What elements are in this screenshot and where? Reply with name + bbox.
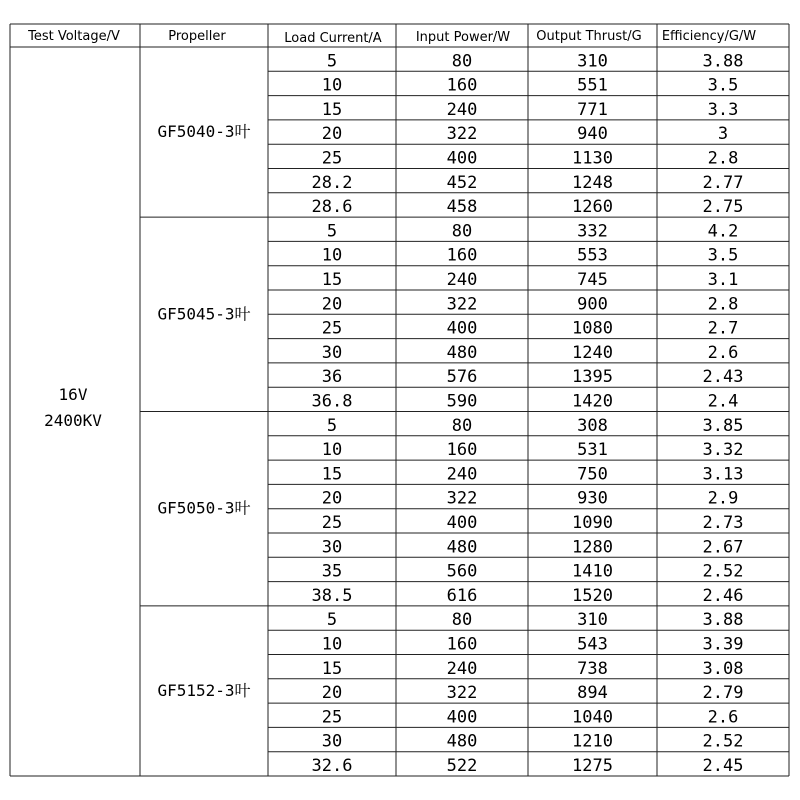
output-thrust-cell: 738	[577, 658, 608, 679]
efficiency-cell: 2.52	[702, 561, 744, 582]
efficiency-cell: 3	[717, 124, 729, 145]
input-power-cell: 480	[446, 731, 478, 752]
efficiency-cell: 3.08	[702, 658, 744, 679]
efficiency-cell: 3.5	[707, 75, 739, 96]
load-current-cell: 28.6	[311, 197, 353, 218]
load-current-cell: 15	[321, 658, 343, 679]
efficiency-cell: 3.5	[707, 245, 739, 266]
output-thrust-cell: 745	[577, 270, 608, 290]
output-thrust-cell: 553	[577, 245, 608, 266]
efficiency-cell: 3.88	[702, 610, 744, 631]
load-current-cell: 30	[321, 731, 343, 752]
table-grid	[10, 24, 789, 776]
output-thrust-cell: 1040	[572, 707, 613, 728]
table-body	[157, 51, 743, 776]
test-voltage-value: 16V	[58, 385, 88, 404]
input-power-cell: 240	[446, 270, 478, 290]
efficiency-cell: 4.2	[707, 221, 739, 242]
output-thrust-cell: 1080	[572, 318, 613, 339]
output-thrust-cell: 310	[577, 51, 608, 72]
output-thrust-cell: 1240	[572, 342, 613, 363]
load-current-cell: 36	[321, 367, 343, 388]
load-current-cell: 5	[326, 610, 338, 631]
output-thrust-cell: 1275	[572, 756, 613, 776]
propeller-model: GF5045-3叶	[157, 304, 251, 324]
output-thrust-cell: 551	[577, 75, 608, 96]
header-test-voltage: Test Voltage/V	[28, 29, 120, 44]
input-power-cell: 400	[446, 513, 478, 533]
load-current-cell: 5	[326, 51, 338, 72]
load-current-cell: 32.6	[311, 756, 353, 776]
efficiency-cell: 2.43	[702, 367, 744, 388]
load-current-cell: 5	[326, 221, 338, 242]
input-power-cell: 160	[446, 440, 478, 461]
efficiency-cell: 2.4	[707, 391, 739, 412]
efficiency-cell: 2.46	[702, 585, 744, 606]
output-thrust-cell: 1410	[572, 561, 613, 582]
input-power-cell: 560	[446, 561, 478, 582]
efficiency-cell: 3.3	[707, 99, 739, 120]
input-power-cell: 322	[446, 488, 478, 509]
output-thrust-cell: 310	[577, 610, 608, 631]
load-current-cell: 25	[321, 707, 343, 728]
efficiency-cell: 2.77	[702, 172, 744, 193]
load-current-cell: 30	[321, 342, 343, 363]
load-current-cell: 15	[321, 464, 343, 485]
input-power-cell: 522	[446, 756, 478, 776]
load-current-cell: 15	[321, 270, 343, 290]
output-thrust-cell: 1248	[572, 172, 613, 193]
header-propeller: Propeller	[168, 29, 226, 44]
output-thrust-cell: 531	[577, 440, 608, 461]
input-power-cell: 80	[451, 221, 473, 242]
header-output-thrust: Output Thrust/G	[536, 29, 642, 44]
output-thrust-cell: 900	[577, 294, 608, 315]
load-current-cell: 20	[321, 488, 343, 509]
load-current-cell: 25	[321, 318, 343, 339]
propeller-model: GF5152-3叶	[157, 680, 251, 700]
output-thrust-cell: 894	[577, 683, 608, 704]
propeller-model: GF5050-3叶	[157, 498, 251, 518]
efficiency-cell: 3.39	[702, 634, 744, 655]
efficiency-cell: 2.73	[702, 513, 744, 533]
input-power-cell: 576	[446, 367, 478, 388]
load-current-cell: 5	[326, 415, 338, 436]
input-power-cell: 322	[446, 124, 478, 145]
efficiency-cell: 3.32	[702, 440, 744, 461]
output-thrust-cell: 930	[577, 488, 608, 509]
input-power-cell: 400	[446, 148, 478, 169]
load-current-cell: 10	[321, 634, 343, 655]
input-power-cell: 480	[446, 342, 478, 363]
motor-kv-value: 2400KV	[44, 411, 102, 430]
load-current-cell: 28.2	[311, 172, 353, 193]
efficiency-cell: 3.13	[702, 464, 744, 485]
input-power-cell: 322	[446, 683, 478, 704]
efficiency-cell: 2.8	[707, 294, 739, 315]
header-row	[27, 29, 756, 46]
load-current-cell: 35	[321, 561, 343, 582]
input-power-cell: 160	[446, 75, 478, 96]
efficiency-cell: 2.67	[702, 537, 744, 558]
load-current-cell: 25	[321, 513, 343, 533]
input-power-cell: 480	[446, 537, 478, 558]
efficiency-cell: 2.9	[707, 488, 739, 509]
header-load-current: Load Current/A	[284, 31, 382, 46]
load-current-cell: 38.5	[311, 585, 353, 606]
output-thrust-cell: 332	[577, 221, 608, 242]
load-current-cell: 20	[321, 294, 343, 315]
input-power-cell: 80	[451, 415, 473, 436]
input-power-cell: 240	[446, 99, 478, 120]
output-thrust-cell: 308	[577, 415, 608, 436]
input-power-cell: 80	[451, 51, 473, 72]
input-power-cell: 240	[446, 464, 478, 485]
input-power-cell: 240	[446, 658, 478, 679]
input-power-cell: 590	[446, 391, 478, 412]
efficiency-cell: 2.45	[702, 756, 744, 776]
efficiency-cell: 2.79	[702, 683, 744, 704]
output-thrust-cell: 1420	[572, 391, 613, 412]
output-thrust-cell: 940	[577, 124, 608, 145]
output-thrust-cell: 1280	[572, 537, 613, 558]
efficiency-cell: 3.1	[707, 270, 739, 290]
efficiency-cell: 2.6	[707, 342, 739, 363]
output-thrust-cell: 1130	[572, 148, 613, 169]
efficiency-cell: 3.88	[702, 51, 744, 72]
output-thrust-cell: 771	[577, 99, 608, 120]
input-power-cell: 400	[446, 707, 478, 728]
input-power-cell: 452	[446, 172, 478, 193]
efficiency-cell: 2.6	[707, 707, 739, 728]
efficiency-cell: 2.75	[702, 197, 744, 218]
load-current-cell: 30	[321, 537, 343, 558]
load-current-cell: 20	[321, 683, 343, 704]
output-thrust-cell: 1395	[572, 367, 613, 388]
header-efficiency: Efficiency/G/W	[661, 29, 757, 44]
input-power-cell: 160	[446, 245, 478, 266]
efficiency-cell: 2.52	[702, 731, 744, 752]
test-voltage-cell	[44, 385, 102, 430]
propeller-model: GF5040-3叶	[157, 122, 251, 142]
input-power-cell: 400	[446, 318, 478, 339]
load-current-cell: 15	[321, 99, 343, 120]
input-power-cell: 616	[446, 585, 478, 606]
input-power-cell: 322	[446, 294, 478, 315]
efficiency-cell: 2.7	[707, 318, 739, 339]
input-power-cell: 80	[451, 610, 473, 631]
load-current-cell: 20	[321, 124, 343, 145]
efficiency-cell: 2.8	[707, 148, 739, 169]
load-current-cell: 36.8	[311, 391, 353, 412]
input-power-cell: 458	[446, 197, 478, 218]
input-power-cell: 160	[446, 634, 478, 655]
output-thrust-cell: 750	[577, 464, 608, 485]
output-thrust-cell: 1260	[572, 197, 613, 218]
load-current-cell: 25	[321, 148, 343, 169]
output-thrust-cell: 1520	[572, 585, 613, 606]
load-current-cell: 10	[321, 75, 343, 96]
output-thrust-cell: 1090	[572, 513, 613, 533]
load-current-cell: 10	[321, 440, 343, 461]
load-current-cell: 10	[321, 245, 343, 266]
output-thrust-cell: 1210	[572, 731, 613, 752]
output-thrust-cell: 543	[577, 634, 608, 655]
efficiency-cell: 3.85	[702, 415, 744, 436]
header-input-power: Input Power/W	[415, 30, 511, 45]
